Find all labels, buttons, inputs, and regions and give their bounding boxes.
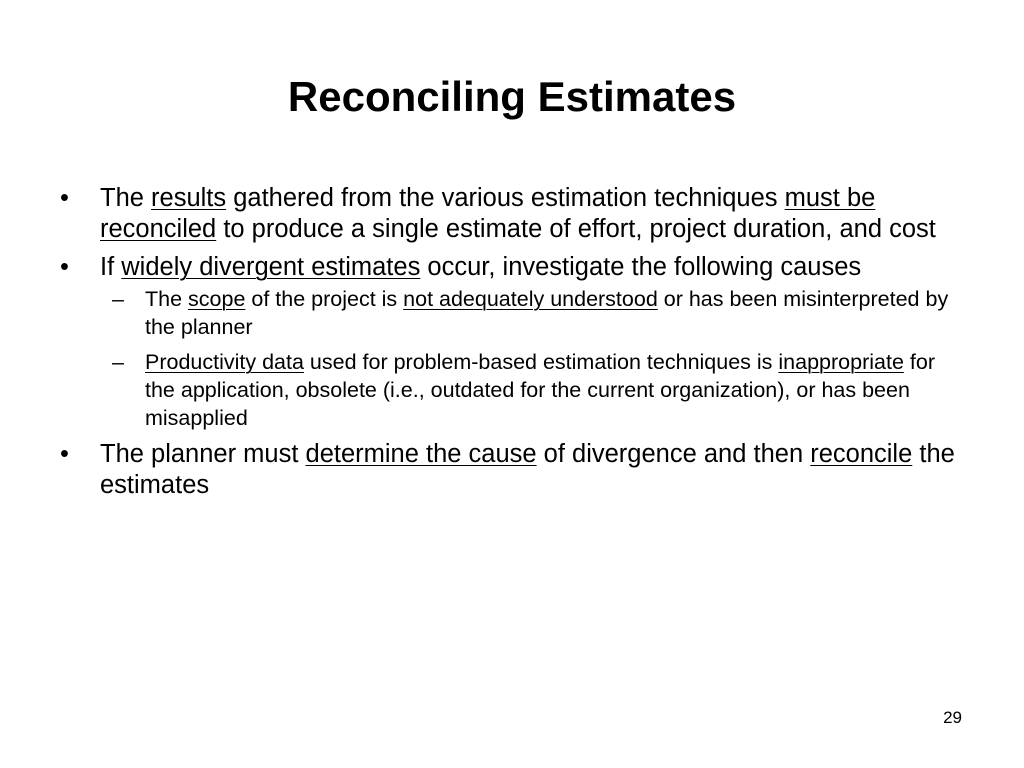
text-segment: occur, investigate the following causes (420, 253, 862, 281)
text-segment: of divergence and then (536, 440, 811, 468)
underlined-term: scope (188, 287, 246, 311)
bullet-text (100, 440, 955, 499)
sub-bullet-marker: – (112, 287, 124, 311)
sub-bullet-list (100, 285, 965, 432)
bullet-marker: • (60, 253, 69, 281)
text-segment: The (100, 184, 152, 212)
underlined-term: must be reconciled (100, 184, 876, 243)
sub-bullet-item-scope (100, 285, 965, 341)
text-segment: or has been misinterpreted by the planner (145, 287, 949, 339)
bullet-text (100, 184, 936, 243)
bullet-item-results (60, 183, 965, 245)
underlined-term: determine the cause (305, 440, 537, 468)
text-segment: If (100, 253, 122, 281)
bullet-list (60, 183, 965, 508)
bullet-item-divergent (60, 252, 965, 432)
text-segment: the estimates (100, 440, 955, 499)
text-segment: to produce a single estimate of effort, project duration, and cost (216, 215, 936, 243)
text-segment: gathered from the various estimation techniques (226, 184, 785, 212)
text-segment: of the project is (245, 287, 404, 311)
sub-bullet-item-productivity (100, 348, 965, 432)
text-segment: The planner must (100, 440, 306, 468)
underlined-term: not adequately understood (403, 287, 658, 311)
slide-title: Reconciling Estimates (287, 73, 737, 120)
underlined-term: widely divergent estimates (121, 253, 421, 281)
underlined-term: reconcile (810, 440, 913, 468)
sub-bullet-marker: – (112, 350, 124, 374)
underlined-term: inappropriate (778, 350, 904, 374)
text-segment: The (145, 287, 189, 311)
page-number: 29 (943, 708, 962, 727)
text-segment: for the application, obsolete (i.e., outdated for the current organization), or has been misapplied (145, 350, 935, 430)
bullet-marker: • (60, 184, 69, 212)
bullet-item-reconcile (60, 439, 965, 501)
bullet-text (100, 253, 861, 281)
underlined-term: Productivity data (145, 350, 304, 374)
text-segment: used for problem-based estimation techniques is (303, 350, 779, 374)
bullet-marker: • (60, 440, 69, 468)
sub-bullet-text (145, 287, 948, 339)
underlined-term: results (151, 184, 227, 212)
sub-bullet-text (145, 350, 935, 430)
